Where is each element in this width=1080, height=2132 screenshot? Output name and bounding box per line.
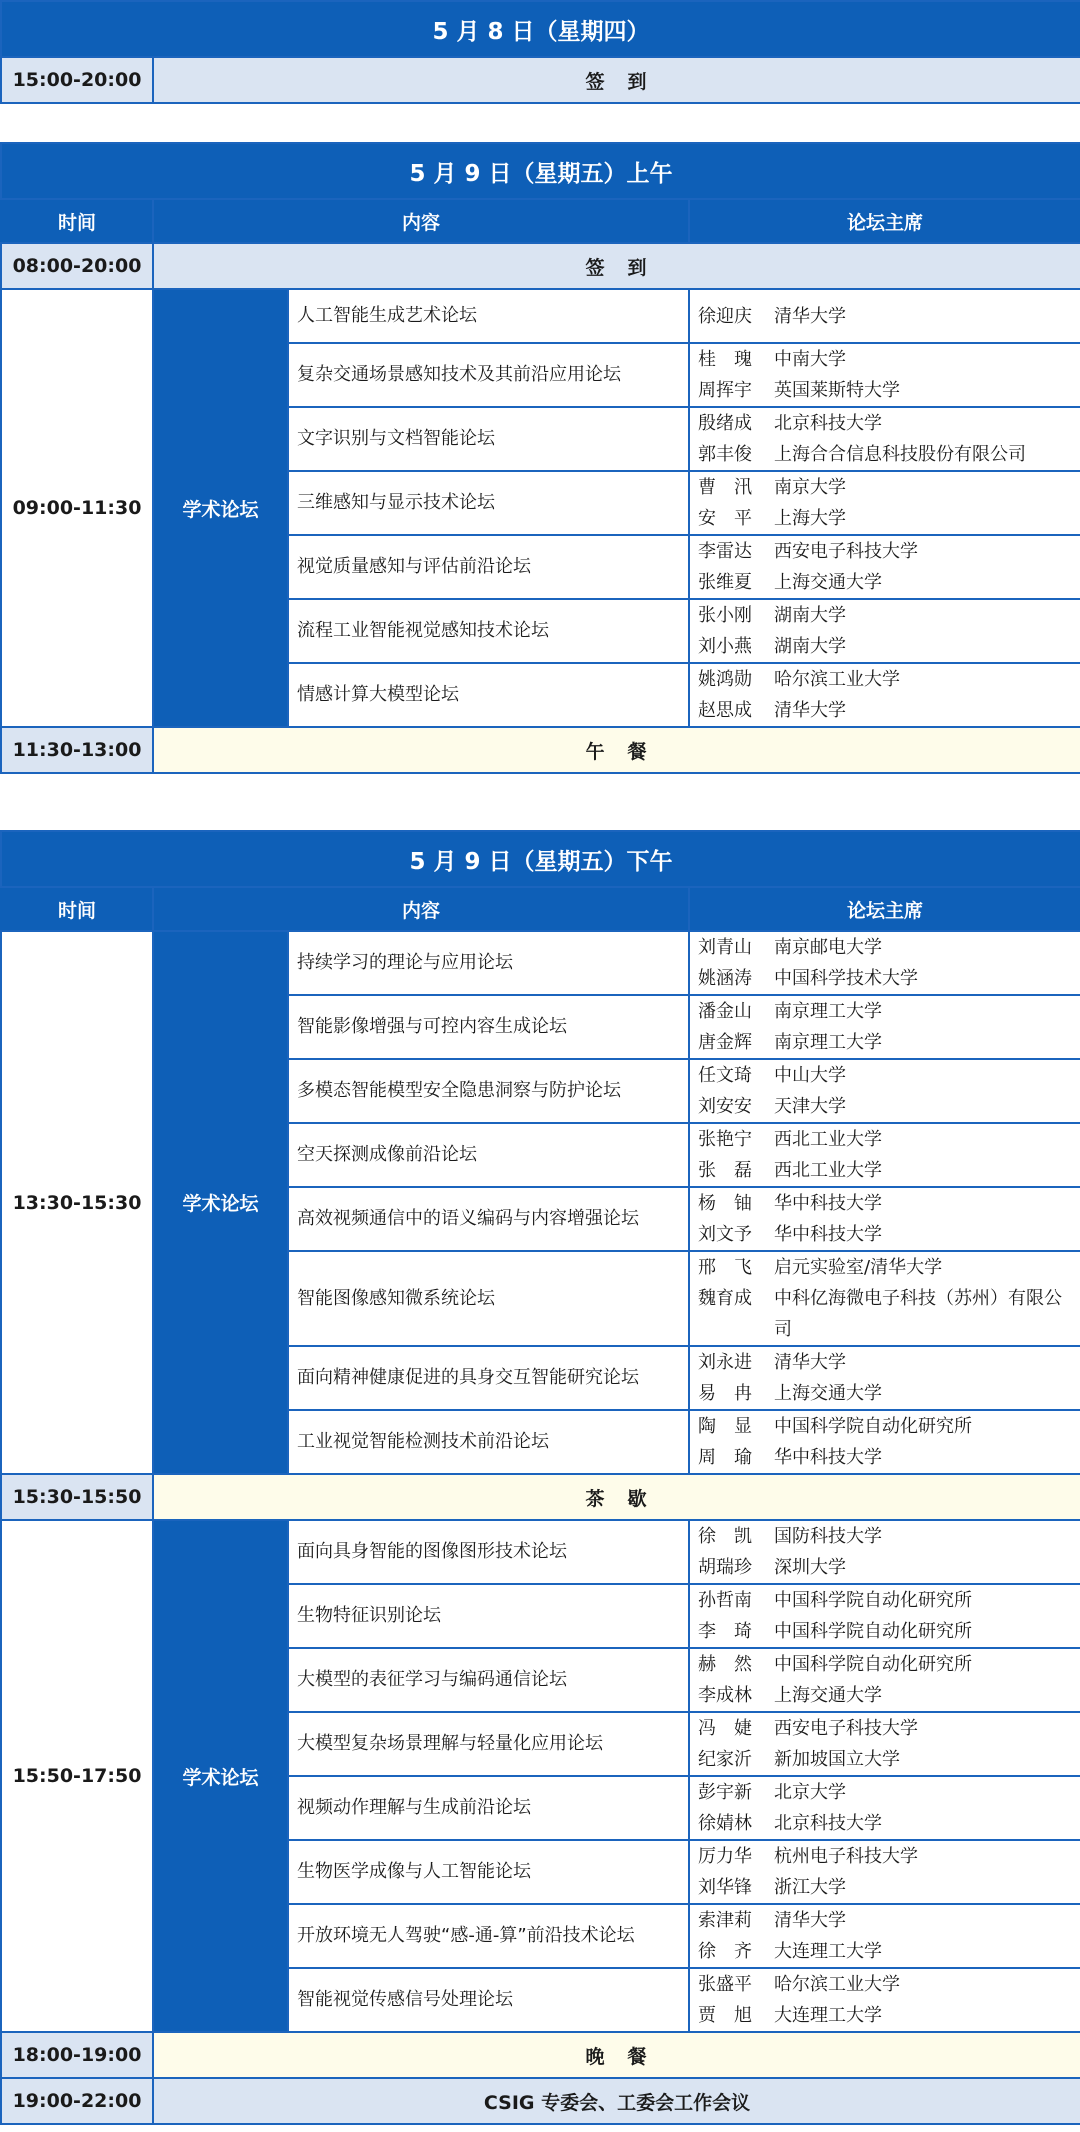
day2pm-header-content: 内容: [153, 887, 689, 931]
chair-org: 西北工业大学: [774, 1160, 882, 1181]
chair-entry: [698, 1552, 1076, 1583]
chair-name: 殷绪成: [698, 413, 752, 434]
chair-entry: [698, 932, 1076, 963]
chair-org: 清华大学: [774, 1352, 846, 1373]
chair-name: 刘小燕: [698, 636, 752, 657]
chair-entry: [698, 1027, 1076, 1058]
chair-name: 周 瑜: [698, 1447, 752, 1468]
session-time: 09:00-11:30: [1, 289, 153, 727]
chair-name: 张 磊: [698, 1160, 752, 1181]
chair-entry: [698, 1841, 1076, 1872]
chair-entry: [698, 664, 1076, 695]
session-category: 学术论坛: [153, 289, 288, 727]
chair-name: 刘永进: [698, 1352, 752, 1373]
chair-org: 北京科技大学: [774, 413, 882, 434]
chair-name: 桂 瑰: [698, 349, 752, 370]
chair-entry: [698, 1616, 1076, 1647]
chair-name: 唐金辉: [698, 1032, 752, 1053]
chair-org: 湖南大学: [774, 605, 846, 626]
forum-chairs: [689, 407, 1080, 471]
forum-name: 智能影像增强与可控内容生成论坛: [288, 995, 689, 1059]
chair-org: 西北工业大学: [774, 1129, 882, 1150]
chair-entry: [698, 536, 1076, 567]
forum-name: 复杂交通场景感知技术及其前沿应用论坛: [288, 343, 689, 407]
chair-org: 清华大学: [774, 700, 846, 721]
day2pm-dinner-time: 18:00-19:00: [1, 2032, 153, 2078]
forum-chairs: [689, 1648, 1080, 1712]
chair-entry: [698, 631, 1076, 662]
chair-org: 杭州电子科技大学: [774, 1846, 918, 1867]
session-time: 15:50-17:50: [1, 1520, 153, 2032]
forum-chairs: [689, 1712, 1080, 1776]
forum-name: 多模态智能模型安全隐患洞察与防护论坛: [288, 1059, 689, 1123]
forum-chairs: [689, 471, 1080, 535]
chair-org: 华中科技大学: [774, 1447, 882, 1468]
chair-name: 徐婧林: [698, 1813, 752, 1834]
day1-signin-time: 15:00-20:00: [1, 57, 153, 103]
chair-name: 周挥宇: [698, 380, 752, 401]
day2am-header-time: 时间: [1, 199, 153, 243]
chair-org: 北京科技大学: [774, 1813, 882, 1834]
chair-org: 浙江大学: [774, 1877, 846, 1898]
chair-entry: [698, 1188, 1076, 1219]
chair-org: 南京理工大学: [774, 1032, 882, 1053]
chair-entry: [698, 1283, 1076, 1345]
day2am-signin-time: 08:00-20:00: [1, 243, 153, 289]
chair-org: 中国科学院自动化研究所: [774, 1416, 972, 1437]
chair-name: 徐迎庆: [698, 305, 752, 327]
day2am-signin-label: 签 到: [153, 243, 1080, 289]
chair-entry: [698, 1713, 1076, 1744]
day2am-title: 5 月 9 日（星期五）上午: [1, 143, 1080, 199]
chair-name: 刘文予: [698, 1224, 752, 1245]
chair-org: 西安电子科技大学: [774, 541, 918, 562]
chair-org: 中国科学院自动化研究所: [774, 1590, 972, 1611]
chair-name: 孙哲南: [698, 1590, 752, 1611]
day2pm-title: 5 月 9 日（星期五）下午: [1, 831, 1080, 887]
forum-name: 面向精神健康促进的具身交互智能研究论坛: [288, 1346, 689, 1410]
day2pm-dinner-label: 晚 餐: [153, 2032, 1080, 2078]
forum-chairs: [689, 663, 1080, 727]
chair-name: 纪家沂: [698, 1749, 752, 1770]
chair-name: 易 冉: [698, 1383, 752, 1404]
chair-name: 陶 显: [698, 1416, 752, 1437]
forum-chairs: [689, 1584, 1080, 1648]
chair-name: 魏育成: [698, 1288, 752, 1309]
day1-signin-label: 签 到: [153, 57, 1080, 103]
chair-entry: [698, 1091, 1076, 1122]
forum-chairs: [689, 1410, 1080, 1474]
forum-chairs: [689, 1520, 1080, 1584]
chair-org: 上海交通大学: [774, 1685, 882, 1706]
forum-name: 视频动作理解与生成前沿论坛: [288, 1776, 689, 1840]
forum-chairs: [689, 1346, 1080, 1410]
forum-name: 三维感知与显示技术论坛: [288, 471, 689, 535]
chair-entry: [698, 1936, 1076, 1967]
chair-org: 英国莱斯特大学: [774, 380, 900, 401]
forum-chairs: [689, 1187, 1080, 1251]
chair-entry: [698, 1680, 1076, 1711]
forum-row: [1, 931, 1080, 995]
chair-name: 张艳宁: [698, 1129, 752, 1150]
day2pm-forum-block-1: [1, 931, 1080, 1474]
day2am-header-content: 内容: [153, 199, 689, 243]
day2pm-meeting-time: 19:00-22:00: [1, 2078, 153, 2124]
chair-name: 赫 然: [698, 1654, 752, 1675]
forum-name: 流程工业智能视觉感知技术论坛: [288, 599, 689, 663]
chair-entry: [698, 1969, 1076, 2000]
forum-chairs: [689, 535, 1080, 599]
day2am-forum-block: [1, 289, 1080, 727]
chair-name: 赵思成: [698, 700, 752, 721]
chair-name: 曹 汛: [698, 477, 752, 498]
day2am-header-chair: 论坛主席: [689, 199, 1080, 243]
chair-org: 启元实验室/清华大学: [774, 1257, 943, 1278]
chair-name: 厉力华: [698, 1846, 752, 1867]
chair-org: 清华大学: [774, 305, 846, 327]
chair-name: 张小刚: [698, 605, 752, 626]
day1-title: 5 月 8 日（星期四）: [1, 1, 1080, 57]
chair-org: 中南大学: [774, 349, 846, 370]
chair-org: 国防科技大学: [774, 1526, 882, 1547]
chair-entry: [698, 472, 1076, 503]
chair-org: 上海交通大学: [774, 572, 882, 593]
chair-entry: [698, 1585, 1076, 1616]
chair-entry: [698, 301, 1076, 332]
day2am-lunch-label: 午 餐: [153, 727, 1080, 773]
chair-entry: [698, 600, 1076, 631]
day2am-table: [0, 142, 1080, 774]
forum-name: 高效视频通信中的语义编码与内容增强论坛: [288, 1187, 689, 1251]
chair-entry: [698, 1905, 1076, 1936]
chair-org: 南京邮电大学: [774, 937, 882, 958]
forum-chairs: [689, 1123, 1080, 1187]
chair-name: 邢 飞: [698, 1257, 752, 1278]
forum-chairs: [689, 931, 1080, 995]
day1-table: [0, 0, 1080, 104]
chair-org: 北京大学: [774, 1782, 846, 1803]
chair-entry: [698, 1347, 1076, 1378]
forum-chairs: [689, 1904, 1080, 1968]
chair-org: 湖南大学: [774, 636, 846, 657]
chair-entry: [698, 1252, 1076, 1283]
chair-name: 姚涵涛: [698, 968, 752, 989]
chair-entry: [698, 439, 1076, 470]
chair-name: 郭丰俊: [698, 444, 752, 465]
chair-entry: [698, 963, 1076, 994]
chair-name: 刘安安: [698, 1096, 752, 1117]
day2pm-header-time: 时间: [1, 887, 153, 931]
chair-name: 冯 婕: [698, 1718, 752, 1739]
chair-name: 李雷达: [698, 541, 752, 562]
chair-org: 华中科技大学: [774, 1193, 882, 1214]
forum-chairs: [689, 343, 1080, 407]
chair-name: 姚鸿勋: [698, 669, 752, 690]
chair-name: 潘金山: [698, 1001, 752, 1022]
chair-entry: [698, 1649, 1076, 1680]
day2pm-tea-label: 茶 歇: [153, 1474, 1080, 1520]
chair-entry: [698, 1777, 1076, 1808]
chair-name: 张盛平: [698, 1974, 752, 1995]
session-category: 学术论坛: [153, 1520, 288, 2032]
chair-name: 张维夏: [698, 572, 752, 593]
chair-org: 南京理工大学: [774, 1001, 882, 1022]
day2pm-forum-block-2: [1, 1520, 1080, 2032]
chair-entry: [698, 503, 1076, 534]
chair-entry: [698, 996, 1076, 1027]
forum-name: 智能视觉传感信号处理论坛: [288, 1968, 689, 2032]
day2pm-table: [0, 830, 1080, 2125]
chair-org: 中山大学: [774, 1065, 846, 1086]
chair-entry: [698, 695, 1076, 726]
chair-entry: [698, 1521, 1076, 1552]
chair-name: 刘青山: [698, 937, 752, 958]
session-time: 13:30-15:30: [1, 931, 153, 1474]
chair-name: 贾 旭: [698, 2005, 752, 2026]
chair-entry: [698, 344, 1076, 375]
forum-chairs: [689, 1840, 1080, 1904]
chair-name: 安 平: [698, 508, 752, 529]
chair-entry: [698, 375, 1076, 406]
chair-org: 哈尔滨工业大学: [774, 1974, 900, 1995]
chair-name: 李 琦: [698, 1621, 752, 1642]
chair-name: 刘华锋: [698, 1877, 752, 1898]
forum-row: [1, 1520, 1080, 1584]
chair-org: 中国科学院自动化研究所: [774, 1621, 972, 1642]
forum-name: 生物特征识别论坛: [288, 1584, 689, 1648]
chair-org: 天津大学: [774, 1096, 846, 1117]
chair-org: 南京大学: [774, 477, 846, 498]
forum-name: 视觉质量感知与评估前沿论坛: [288, 535, 689, 599]
chair-org: 上海合合信息科技股份有限公司: [774, 444, 1026, 465]
forum-chairs: [689, 289, 1080, 343]
chair-org: 上海交通大学: [774, 1383, 882, 1404]
chair-entry: [698, 1442, 1076, 1473]
forum-name: 持续学习的理论与应用论坛: [288, 931, 689, 995]
chair-org: 华中科技大学: [774, 1224, 882, 1245]
forum-name: 面向具身智能的图像图形技术论坛: [288, 1520, 689, 1584]
chair-entry: [698, 2000, 1076, 2031]
chair-entry: [698, 1378, 1076, 1409]
day2am-lunch-time: 11:30-13:00: [1, 727, 153, 773]
chair-org: 中科亿海微电子科技（苏州）有限公司: [774, 1288, 1062, 1340]
chair-entry: [698, 1808, 1076, 1839]
chair-org: 新加坡国立大学: [774, 1749, 900, 1770]
forum-name: 工业视觉智能检测技术前沿论坛: [288, 1410, 689, 1474]
forum-chairs: [689, 599, 1080, 663]
forum-name: 生物医学成像与人工智能论坛: [288, 1840, 689, 1904]
forum-row: [1, 289, 1080, 343]
chair-entry: [698, 1155, 1076, 1186]
day2pm-meeting-label: CSIG 专委会、工委会工作会议: [153, 2078, 1080, 2124]
chair-entry: [698, 567, 1076, 598]
forum-name: 智能图像感知微系统论坛: [288, 1251, 689, 1346]
chair-name: 徐 齐: [698, 1941, 752, 1962]
forum-chairs: [689, 1059, 1080, 1123]
chair-org: 大连理工大学: [774, 1941, 882, 1962]
chair-name: 杨 铀: [698, 1193, 752, 1214]
chair-org: 上海大学: [774, 508, 846, 529]
forum-name: 大模型复杂场景理解与轻量化应用论坛: [288, 1712, 689, 1776]
chair-org: 哈尔滨工业大学: [774, 669, 900, 690]
day2pm-header-chair: 论坛主席: [689, 887, 1080, 931]
chair-org: 中国科学院自动化研究所: [774, 1654, 972, 1675]
forum-name: 人工智能生成艺术论坛: [288, 289, 689, 343]
chair-entry: [698, 1060, 1076, 1091]
forum-name: 大模型的表征学习与编码通信论坛: [288, 1648, 689, 1712]
chair-org: 中国科学技术大学: [774, 968, 918, 989]
forum-chairs: [689, 1968, 1080, 2032]
forum-chairs: [689, 995, 1080, 1059]
chair-org: 大连理工大学: [774, 2005, 882, 2026]
chair-name: 李成林: [698, 1685, 752, 1706]
session-category: 学术论坛: [153, 931, 288, 1474]
chair-entry: [698, 1872, 1076, 1903]
chair-name: 彭宇新: [698, 1782, 752, 1803]
chair-name: 徐 凯: [698, 1526, 752, 1547]
chair-entry: [698, 1411, 1076, 1442]
chair-entry: [698, 1124, 1076, 1155]
chair-entry: [698, 408, 1076, 439]
forum-name: 空天探测成像前沿论坛: [288, 1123, 689, 1187]
chair-org: 西安电子科技大学: [774, 1718, 918, 1739]
forum-chairs: [689, 1776, 1080, 1840]
chair-org: 清华大学: [774, 1910, 846, 1931]
chair-entry: [698, 1219, 1076, 1250]
forum-name: 开放环境无人驾驶“感-通-算”前沿技术论坛: [288, 1904, 689, 1968]
forum-name: 文字识别与文档智能论坛: [288, 407, 689, 471]
day2pm-tea-time: 15:30-15:50: [1, 1474, 153, 1520]
forum-name: 情感计算大模型论坛: [288, 663, 689, 727]
forum-chairs: [689, 1251, 1080, 1346]
chair-org: 深圳大学: [774, 1557, 846, 1578]
chair-name: 胡瑞珍: [698, 1557, 752, 1578]
chair-name: 任文琦: [698, 1065, 752, 1086]
chair-name: 索津莉: [698, 1910, 752, 1931]
chair-entry: [698, 1744, 1076, 1775]
